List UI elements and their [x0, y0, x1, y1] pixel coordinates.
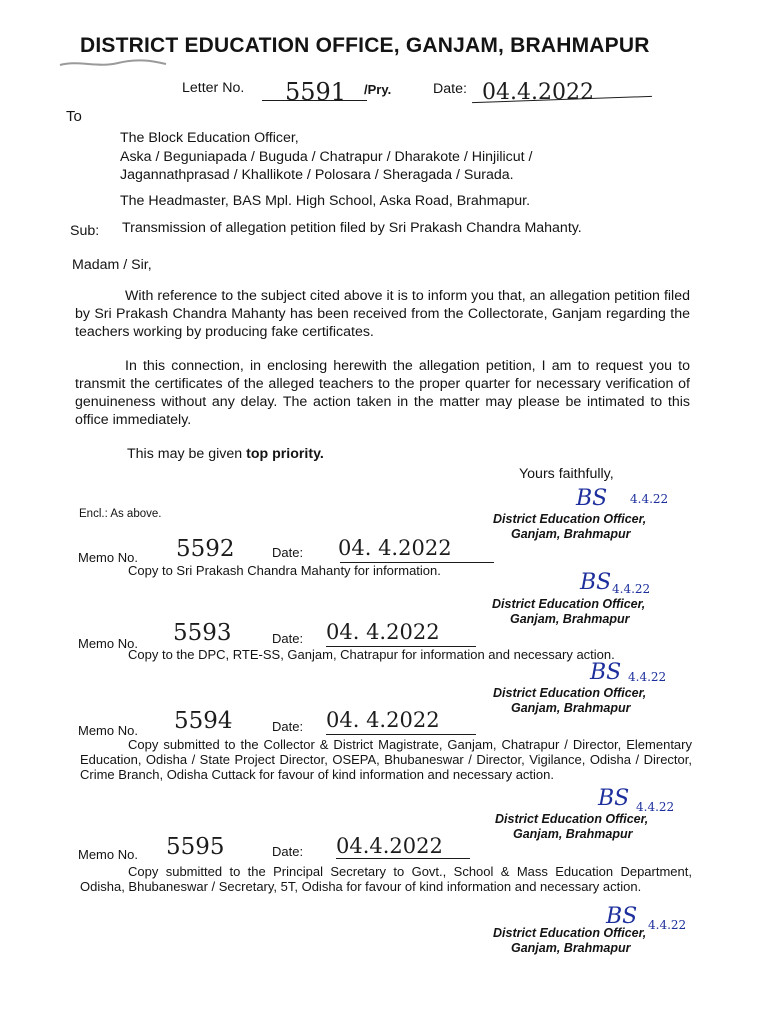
memo-date-2: 04. 4.2022 [326, 620, 440, 644]
memo-date-3: 04. 4.2022 [326, 708, 440, 732]
scribble-mark [58, 56, 168, 70]
letter-date: 04.4.2022 [482, 80, 594, 105]
recipient-line-3: Jagannathprasad / Khallikote / Polosara / Sheragada / Surada. [120, 167, 514, 183]
signatory-title: District Education Officer, [495, 812, 649, 826]
priority-prefix: This may be given [127, 446, 243, 462]
signatory-title: District Education Officer, [492, 597, 646, 611]
recipient-line-4: The Headmaster, BAS Mpl. High School, Aska Road, Brahmapur. [120, 193, 531, 209]
memo-label-1: Memo No. [78, 550, 138, 565]
signature-block-4 [495, 812, 648, 842]
signatory-location: Ganjam, Brahmapur [513, 827, 633, 841]
memo-date-label-2: Date: [272, 631, 304, 646]
signature-date-1: 4.4.22 [630, 492, 669, 506]
signatory-location: Ganjam, Brahmapur [511, 527, 631, 541]
closing: Yours faithfully, [519, 466, 614, 482]
memo-date-label-1: Date: [272, 545, 304, 560]
memo-number-1: 5592 [176, 536, 235, 562]
signature-block-1 [493, 512, 646, 542]
memo-date-4: 04.4.2022 [336, 834, 443, 858]
memo-label-3: Memo No. [78, 723, 138, 738]
salutation: Madam / Sir, [72, 257, 152, 273]
signature-initials-1: BS [576, 486, 608, 511]
subject-text: Transmission of allegation petition filed by Sri Prakash Chandra Mahanty. [122, 220, 582, 236]
signature-initials-3: BS [590, 660, 622, 685]
letter-label: Letter No. [182, 80, 245, 96]
memo-date-underline-4 [336, 858, 470, 859]
signature-date-4: 4.4.22 [636, 800, 675, 814]
letter-number: 5591 [285, 78, 347, 106]
letter-number-underline [262, 100, 367, 101]
signature-initials-5: BS [606, 904, 638, 929]
enclosure-note: Encl.: As above. [79, 508, 162, 520]
signature-date-5: 4.4.22 [648, 918, 687, 932]
memo-date-1: 04. 4.2022 [338, 536, 452, 560]
memo-text-1: Copy to Sri Prakash Chandra Mahanty for information. [128, 563, 441, 578]
letter-suffix: /Pry. [364, 82, 392, 97]
signature-date-2: 4.4.22 [612, 582, 651, 596]
memo-number-2: 5593 [173, 620, 232, 646]
signatory-title: District Education Officer, [493, 512, 647, 526]
memo-text-4: Copy submitted to the Principal Secretary to Govt., School & Mass Education Department, Odisha, Bhubaneswar / Secretary, 5T, Odisha for favour of kind information and necessary action. [80, 864, 692, 894]
signature-block-2 [492, 597, 645, 627]
signature-block-5 [493, 926, 646, 956]
signature-initials-2: BS [580, 570, 612, 595]
memo-date-label-3: Date: [272, 719, 304, 734]
office-title: DISTRICT EDUCATION OFFICE, GANJAM, BRAHMAPUR [80, 34, 650, 57]
memo-label-4: Memo No. [78, 847, 138, 862]
memo-number-3: 5594 [174, 708, 233, 734]
date-label: Date: [433, 81, 467, 97]
body-paragraph-1: With reference to the subject cited above it is to inform you that, an allegation petition filed by Sri Prakash Chandra Mahanty has been received from the Collectorate, Ganjam regarding the teachers working by producing fake certificates. [75, 288, 690, 340]
recipient-line-1: The Block Education Officer, [120, 130, 299, 146]
memo-date-underline-3 [326, 734, 476, 735]
memo-label-2: Memo No. [78, 636, 138, 651]
signature-block-3 [493, 686, 646, 716]
memo-number-4: 5595 [166, 834, 225, 860]
signatory-title: District Education Officer, [493, 686, 647, 700]
signatory-title: District Education Officer, [493, 926, 647, 940]
signatory-location: Ganjam, Brahmapur [511, 701, 631, 715]
body-paragraph-2: In this connection, in enclosing herewith the allegation petition, I am to request you to transmit the certificates of the alleged teachers to the proper quarter for necessary verification of genuineness without any delay. The action taken in the matter may please be intimated to this office immediately. [75, 358, 690, 428]
signatory-location: Ganjam, Brahmapur [511, 941, 631, 955]
memo-text-2: Copy to the DPC, RTE-SS, Ganjam, Chatrapur for information and necessary action. [128, 647, 615, 662]
to-label: To [66, 108, 82, 125]
signature-initials-4: BS [598, 786, 630, 811]
signature-date-3: 4.4.22 [628, 670, 667, 684]
signatory-location: Ganjam, Brahmapur [510, 612, 630, 626]
body-paragraph-3 [127, 446, 324, 462]
memo-text-3: Copy submitted to the Collector & District Magistrate, Ganjam, Chatrapur / Director, Elementary Education, Odisha / State Project Director, OSEPA, Bhubaneswar / Director, Vigilance, Odisha / Director, Crime Branch, Odisha Cuttack for favour of kind information and necessary action. [80, 737, 692, 782]
subject-label: Sub: [70, 223, 100, 239]
memo-date-label-4: Date: [272, 844, 304, 859]
recipient-line-2: Aska / Beguniapada / Buguda / Chatrapur / Dharakote / Hinjilicut / [120, 149, 533, 165]
priority-emphasis: top priority. [246, 446, 324, 462]
